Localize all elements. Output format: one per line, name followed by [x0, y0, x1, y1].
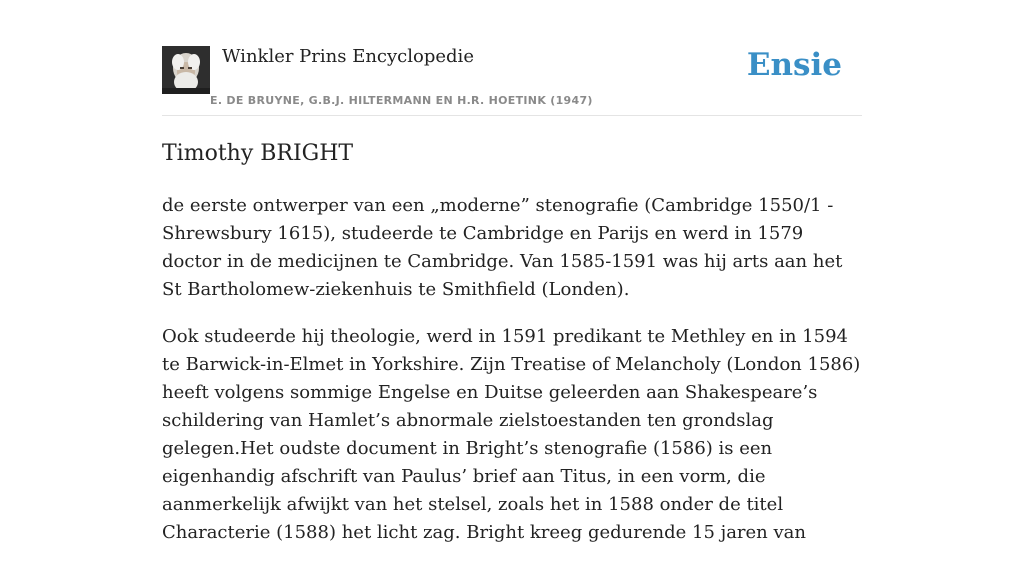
site-subtitle: E. DE BRUYNE, G.B.J. HILTERMANN EN H.R. HOETINK (1947) [210, 94, 593, 107]
entry-title: Timothy BRIGHT [162, 141, 354, 166]
entry-body [162, 192, 862, 566]
brand-logo[interactable]: Ensie [746, 47, 842, 83]
content-container [162, 0, 862, 543]
portrait-image [162, 46, 210, 94]
site-title[interactable]: Winkler Prins Encyclopedie [222, 46, 474, 67]
entry-paragraph: de eerste ontwerper van een „moderne” stenografie (Cambridge 1550/1 - Shrewsbury 1615), studeerde te Cambridge en Parijs en werd in 1579 doctor in de medicijnen te Cambridge. Van 1585-1591 was hij arts aan het St Bartholomew-ziekenhuis te Smithfield (Londen). [162, 195, 843, 300]
author-avatar[interactable] [162, 46, 210, 94]
site-header [162, 0, 862, 116]
entry-paragraph: Ook studeerde hij theologie, werd in 1591 predikant te Methley en in 1594 te Barwick-in-Elmet in Yorkshire. Zijn Treatise of Melancholy (London 1586) heeft volgens sommige Engelse en Duitse geleerden aan Shakespeare’s schildering van Hamlet’s abnormale zielstoestanden ten grondslag gelegen.Het oudste document in Bright’s stenografie (1586) is een eigenhandig afschrift van Paulus’ brief aan Titus, in een vorm, die aanmerkelijk afwijkt van het stelsel, zoals het in 1588 onder de titel Characterie (1588) het licht zag. Bright kreeg gedurende 15 jaren van [162, 326, 861, 543]
